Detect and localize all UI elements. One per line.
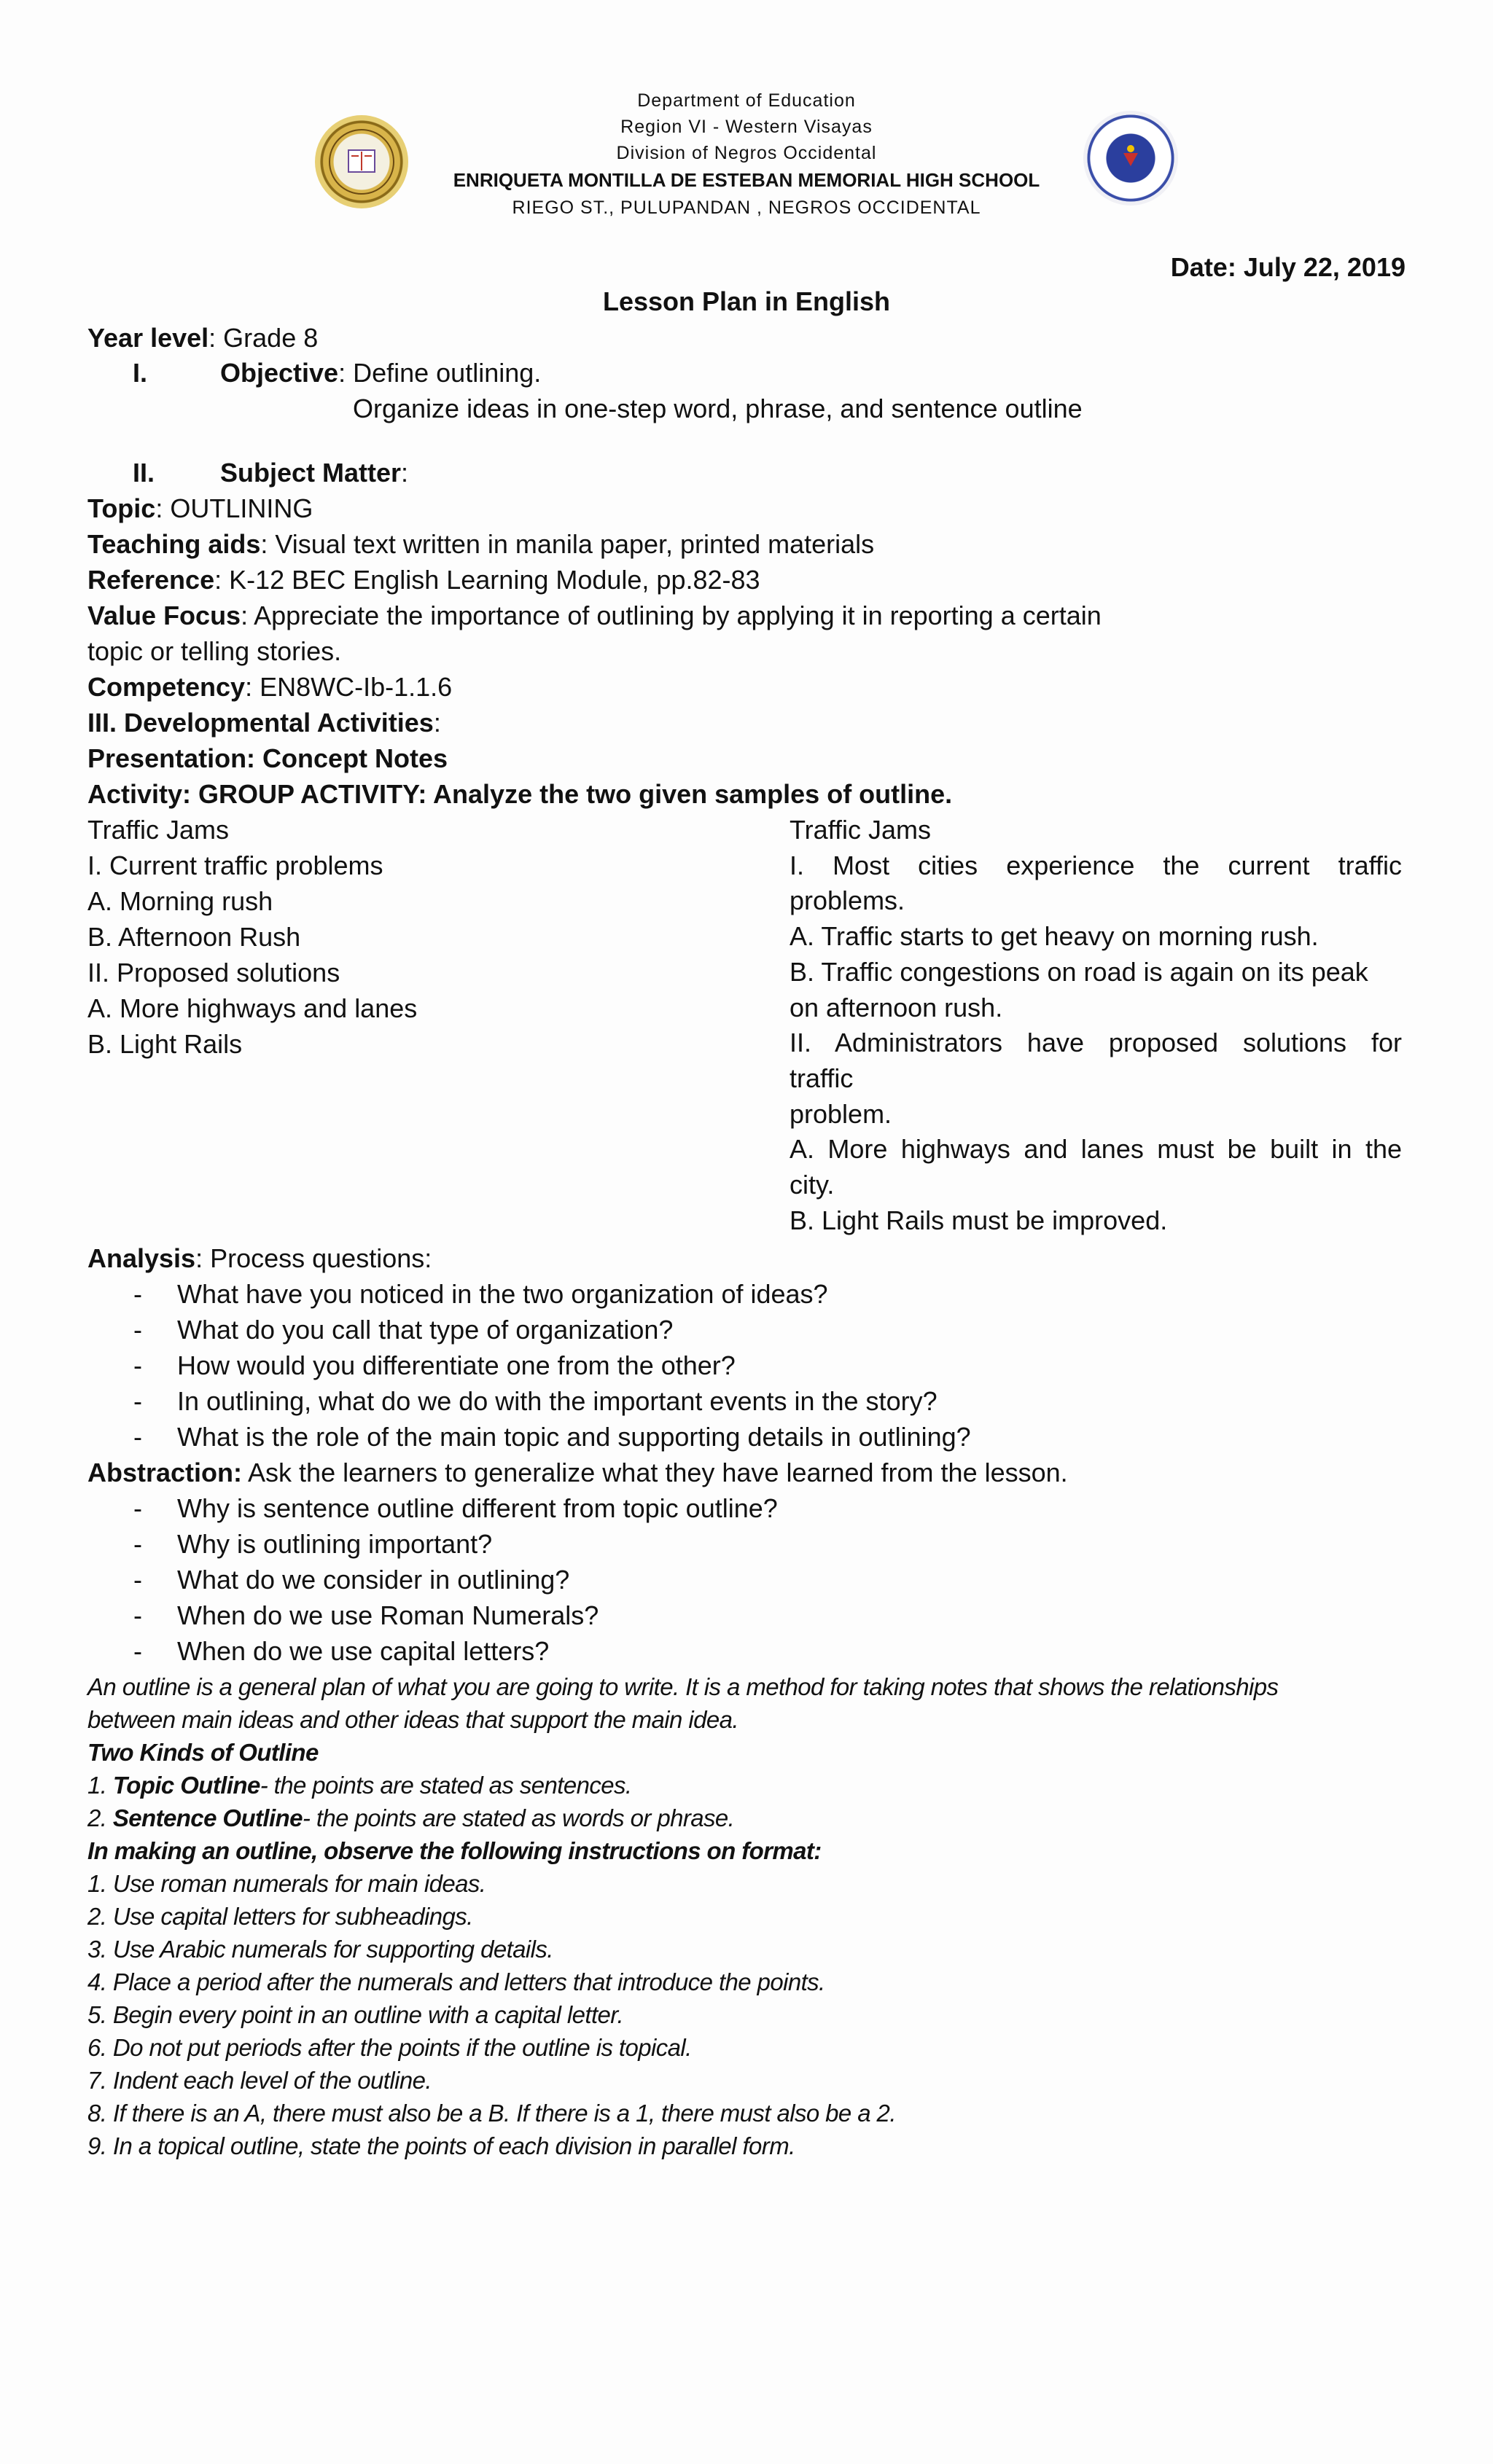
bullet-dash: - [133,1493,142,1523]
kind1-text: - the points are stated as sentences. [260,1772,632,1799]
bullet-dash: - [133,1386,142,1416]
left-outline-line: B. Light Rails [87,1029,243,1059]
presentation-heading: Presentation: Concept Notes [87,743,448,773]
kind-sentence-outline [87,1802,734,1834]
lesson-date: Date: July 22, 2019 [1170,252,1406,282]
definition-line-2: between main ideas and other ideas that support the main idea. [87,1706,738,1733]
right-outline-line: city. [790,1170,835,1200]
objective [220,356,541,391]
kind1-num: 1. [87,1772,113,1799]
value-focus-value-2: topic or telling stories. [87,636,342,666]
abstraction-question: What do we consider in outlining? [177,1565,570,1595]
subject-number [133,455,155,490]
definition-line-1: An outline is a general plan of what you are going to write. It is a method for taking notes that shows the relationships [87,1673,1279,1700]
left-outline-line: I. Current traffic problems [87,850,383,880]
subject-label: Subject Matter [220,458,402,488]
kind2-label: Sentence Outline [112,1804,303,1831]
objective-label: Objective [220,358,339,388]
topic-label: Topic [87,493,156,523]
dev-activities-label: III. Developmental Activities [87,708,434,738]
abstraction-value: Ask the learners to generalize what they have learned from the lesson. [242,1458,1068,1487]
header-division: Division of Negros Occidental [616,143,877,163]
abstraction-question: Why is sentence outline different from topic outline? [177,1493,778,1523]
competency-label: Competency [87,672,246,702]
instruction-item: 8. If there is an A, there must also be a B. If there is a 1, there must also be a 2. [87,2100,896,2127]
left-outline-line: Traffic Jams [87,815,230,845]
analysis-label: Analysis [87,1243,196,1273]
right-outline-line: II. Administrators have proposed solutions for [790,1028,1402,1058]
subject-colon: : [401,458,409,488]
kind2-text: - the points are stated as words or phrase. [302,1804,735,1831]
teaching-aids-label: Teaching aids [87,529,261,559]
abstraction [87,1455,1068,1490]
left-outline-line: A. More highways and lanes [87,993,418,1023]
instruction-item: 5. Begin every point in an outline with a capital letter. [87,2001,624,2028]
bullet-dash: - [133,1565,142,1595]
competency-value: : EN8WC-Ib-1.1.6 [245,672,453,702]
right-outline-line: on afternoon rush. [790,992,1003,1022]
objective-number [133,356,147,391]
teaching-aids-value: : Visual text written in manila paper, printed materials [260,529,875,559]
analysis-question: How would you differentiate one from the other? [177,1350,736,1380]
kind1-label: Topic Outline [112,1772,260,1799]
bullet-dash: - [133,1636,142,1666]
objective-value-2: Organize ideas in one-step word, phrase, and sentence outline [353,394,1083,423]
instruction-item: 3. Use Arabic numerals for supporting details. [87,1936,553,1963]
subject-num: II. [133,458,155,488]
analysis-question: What is the role of the main topic and supporting details in outlining? [177,1422,971,1452]
analysis-question: What do you call that type of organization? [177,1315,674,1345]
dev-activities-colon: : [433,708,441,738]
year-level-value: : Grade 8 [208,323,319,353]
abstraction-question: When do we use Roman Numerals? [177,1600,599,1630]
right-outline-line: problem. [790,1098,892,1129]
activity-heading: Activity: GROUP ACTIVITY: Analyze the two given samples of outline. [87,779,953,809]
right-outline-line: Traffic Jams [790,815,932,845]
topic-value: : OUTLINING [155,493,313,523]
value-focus-label: Value Focus [87,601,241,630]
bullet-dash: - [133,1422,142,1452]
right-outline-line: A. More highways and lanes must be built in the [790,1134,1402,1165]
right-outline-sample [790,813,1402,1238]
bullet-dash: - [133,1350,142,1380]
year-level-label: Year level [87,323,209,353]
analysis-value: : Process questions: [195,1243,432,1273]
value-focus [87,598,1102,633]
developmental-activities [87,705,441,740]
subject-matter [220,455,408,490]
value-focus-value: : Appreciate the importance of outlining by applying it in reporting a certain [241,601,1102,630]
competency [87,670,452,705]
instruction-item: 6. Do not put periods after the points if the outline is topical. [87,2034,692,2061]
objective-num: I. [133,358,148,388]
kinds-title: Two Kinds of Outline [87,1739,319,1766]
instruction-item: 2. Use capital letters for subheadings. [87,1903,473,1930]
year-level [87,321,318,356]
left-outline-line: II. Proposed solutions [87,958,340,987]
instruction-item: 4. Place a period after the numerals and letters that introduce the points. [87,1968,825,1995]
analysis [87,1241,432,1276]
left-outline-line: A. Morning rush [87,886,273,916]
kind2-num: 2. [87,1804,113,1831]
bullet-dash: - [133,1279,142,1309]
reference-value: : K-12 BEC English Learning Module, pp.82-83 [214,565,760,595]
right-outline-line: A. Traffic starts to get heavy on morning rush. [790,921,1319,952]
page-title: Lesson Plan in English [602,286,891,316]
right-outline-line: I. Most cities experience the current traffic [790,850,1402,880]
right-outline-line: B. Traffic congestions on road is again on its peak [790,956,1368,987]
instruction-item: 7. Indent each level of the outline. [87,2067,432,2094]
right-outline-line: problems. [790,885,905,916]
teaching-aids [87,527,874,562]
reference [87,563,760,598]
analysis-question: In outlining, what do we do with the important events in the story? [177,1386,937,1416]
bullet-dash: - [133,1529,142,1559]
abstraction-question: Why is outlining important? [177,1529,493,1559]
right-outline-line: B. Light Rails must be improved. [790,1205,1168,1235]
header-region: Region VI - Western Visayas [620,117,873,137]
right-outline-line: traffic [790,1063,854,1093]
instruction-item: 9. In a topical outline, state the points of each division in parallel form. [87,2132,795,2159]
header-department: Department of Education [637,90,856,111]
left-outline-line: B. Afternoon Rush [87,922,301,952]
header-school-name: ENRIQUETA MONTILLA DE ESTEBAN MEMORIAL HIGH SCHOOL [453,169,1040,191]
kind-topic-outline [87,1769,631,1802]
reference-label: Reference [87,565,215,595]
bullet-dash: - [133,1315,142,1345]
topic [87,491,313,526]
header-address: RIEGO ST., PULUPANDAN , NEGROS OCCIDENTAL [512,197,981,218]
instructions-title: In making an outline, observe the following instructions on format: [87,1837,822,1864]
abstraction-question: When do we use capital letters? [177,1636,550,1666]
bullet-dash: - [133,1600,142,1630]
objective-value: : Define outlining. [338,358,542,388]
instruction-item: 1. Use roman numerals for main ideas. [87,1870,486,1897]
analysis-question: What have you noticed in the two organization of ideas? [177,1279,828,1309]
abstraction-label: Abstraction: [87,1458,243,1487]
